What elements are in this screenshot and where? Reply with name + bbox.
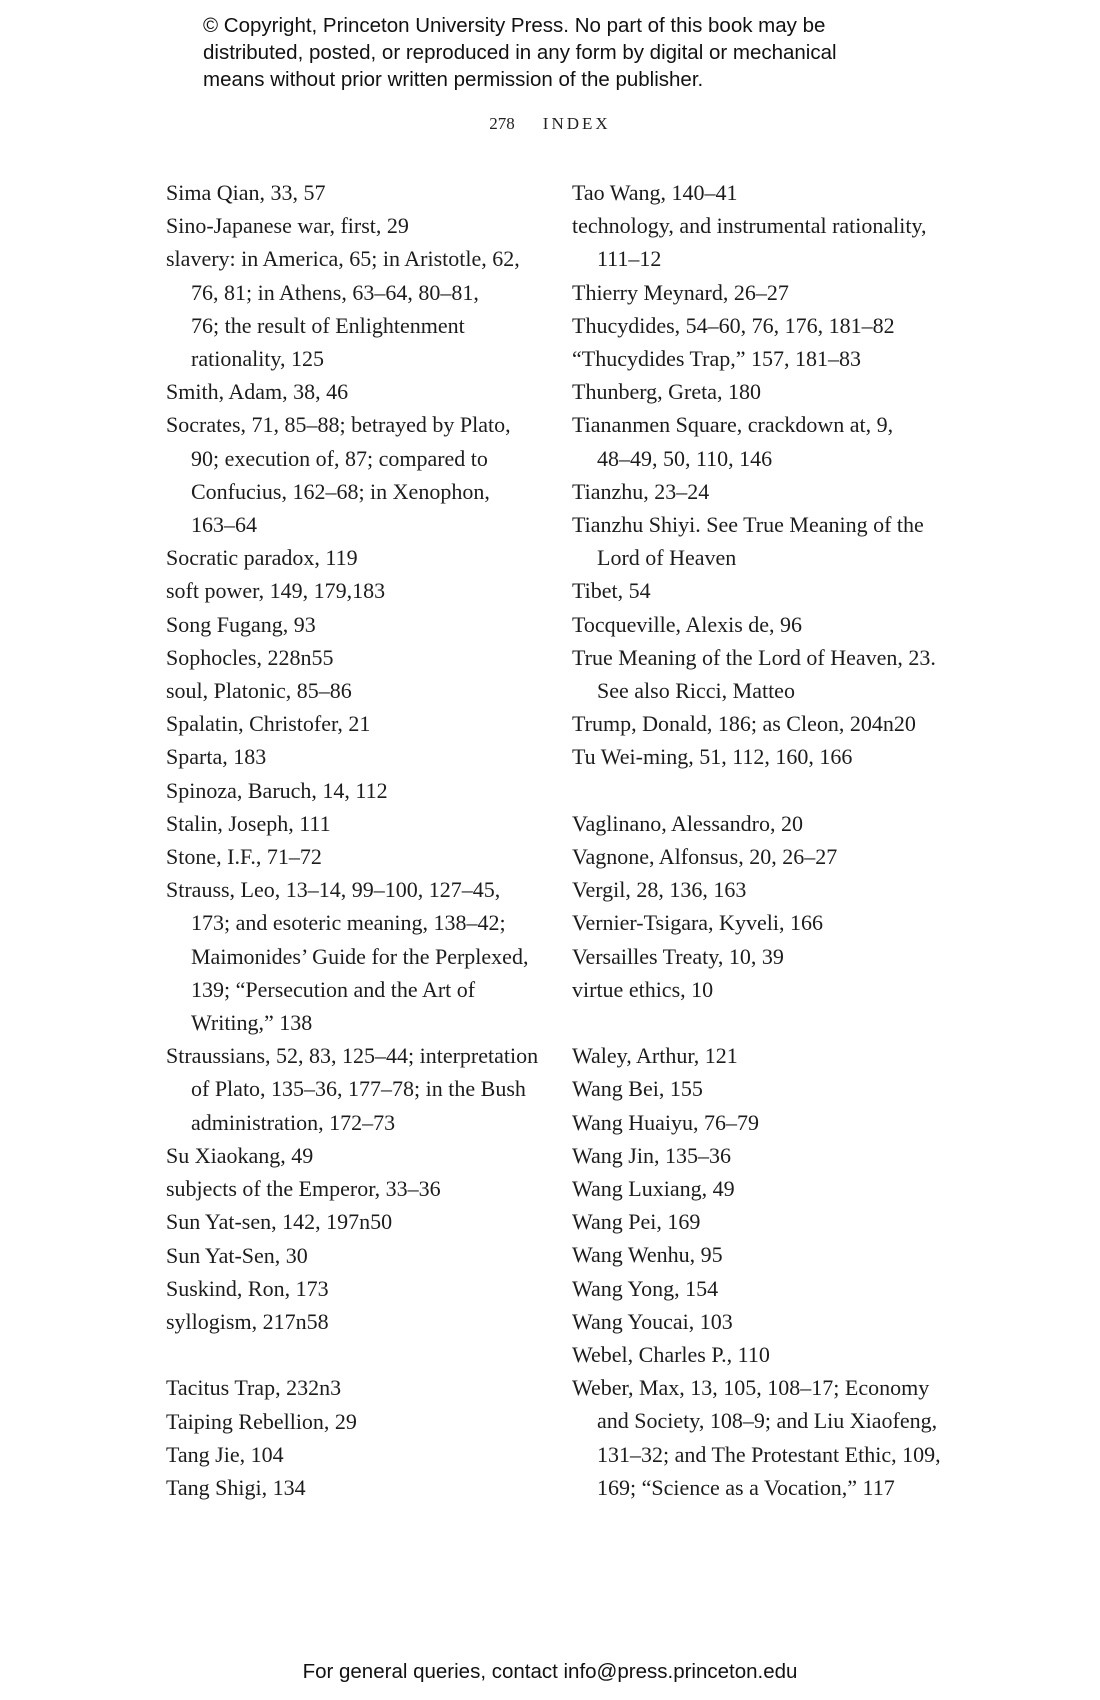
index-entry [572, 906, 952, 939]
index-entry-line: syllogism, 217n58 [166, 1308, 329, 1334]
index-entry [166, 1239, 546, 1272]
index-entry-line: Wang Wenhu, 95 [572, 1242, 723, 1268]
index-entry [572, 276, 952, 309]
index-entry-line: Smith, Adam, 38, 46 [166, 379, 349, 405]
index-entry-line: Sophocles, 228n55 [166, 644, 334, 670]
index-entry-line: Sima Qian, 33, 57 [166, 180, 326, 205]
index-entry-line: Vaglinano, Alessandro, 20 [572, 810, 803, 836]
index-entry-line: and Society, 108–9; and Liu Xiaofeng, [597, 1408, 938, 1434]
letter-group-gap [572, 774, 952, 807]
index-entry [166, 242, 546, 375]
index-entry [166, 740, 546, 773]
index-entry-line: soft power, 149, 179,183 [166, 578, 386, 604]
index-entry-line: Socratic paradox, 119 [166, 545, 358, 571]
index-entry-line: technology, and instrumental rationality, [572, 213, 927, 239]
index-entry [572, 1039, 952, 1072]
index-entry-line: Wang Pei, 169 [572, 1209, 701, 1235]
index-entry-line: 76; the result of Enlightenment [191, 312, 465, 338]
index-entry-line: Wang Yong, 154 [572, 1275, 719, 1301]
index-entry-line: Maimonides’ Guide for the Perplexed, [191, 943, 529, 969]
index-entry-line: rationality, 125 [191, 346, 324, 372]
index-entry-line: 48–49, 50, 110, 146 [597, 445, 773, 471]
index-entry-line: Spalatin, Christofer, 21 [166, 711, 371, 737]
index-entry-line: Thunberg, Greta, 180 [572, 379, 761, 405]
index-entry [166, 375, 546, 408]
page-number: 278 [489, 114, 515, 133]
index-entry [572, 1072, 952, 1105]
index-entry-line: subjects of the Emperor, 33–36 [166, 1176, 441, 1202]
index-entry [572, 342, 952, 375]
index-entry-line: Sparta, 183 [166, 744, 267, 770]
index-entry-line: Thucydides, 54–60, 76, 176, 181–82 [572, 312, 895, 338]
index-entry-line: Vergil, 28, 136, 163 [572, 877, 747, 903]
index-entry [572, 1305, 952, 1338]
index-entry-line: Taiping Rebellion, 29 [166, 1408, 357, 1434]
index-entry [572, 176, 952, 209]
index-entry [572, 707, 952, 740]
index-entry [166, 1039, 546, 1139]
index-entry [166, 608, 546, 641]
index-entry [166, 408, 546, 541]
index-entry-line: Vernier-Tsigara, Kyveli, 166 [572, 910, 823, 936]
index-entry [572, 740, 952, 773]
index-entry [166, 807, 546, 840]
index-entry [166, 774, 546, 807]
copyright-line: distributed, posted, or reproduced in any form by digital or mechanical [203, 41, 837, 64]
index-entry-line: of Plato, 135–36, 177–78; in the Bush [191, 1076, 526, 1102]
index-entry-line: Tianzhu, 23–24 [572, 478, 710, 504]
index-entry [166, 1471, 546, 1504]
index-entry-line: administration, 172–73 [191, 1109, 396, 1135]
index-entry [572, 1139, 952, 1172]
index-entry-line: True Meaning of the Lord of Heaven, 23. [572, 644, 936, 670]
index-entry [572, 408, 952, 474]
index-entry [572, 840, 952, 873]
index-entry [166, 1139, 546, 1172]
index-entry [572, 1205, 952, 1238]
index-entry-line: 76, 81; in Athens, 63–64, 80–81, [191, 279, 479, 305]
index-entry-line: Confucius, 162–68; in Xenophon, [191, 478, 490, 504]
index-entry-line: Stalin, Joseph, 111 [166, 810, 331, 836]
running-title: INDEX [542, 114, 611, 133]
index-entry-line: Sun Yat-Sen, 30 [166, 1242, 308, 1268]
index-entry [166, 176, 546, 209]
index-entry-line: Tibet, 54 [572, 578, 651, 604]
index-entry-line: 163–64 [191, 512, 257, 538]
index-entry-line: 131–32; and The Protestant Ethic, 109, [597, 1441, 941, 1467]
index-entry [572, 375, 952, 408]
index-entry-line: 173; and esoteric meaning, 138–42; [191, 910, 506, 936]
index-entry-line: Tianzhu Shiyi. See True Meaning of the [572, 512, 924, 538]
index-entry [572, 1338, 952, 1371]
index-entry-line: Lord of Heaven [597, 545, 737, 571]
index-entry [572, 574, 952, 607]
index-entry-line: Writing,” 138 [191, 1010, 313, 1036]
index-entry [572, 1172, 952, 1205]
index-entry-line: Song Fugang, 93 [166, 611, 316, 637]
index-column-right [572, 176, 952, 1504]
index-entry-line: Wang Huaiyu, 76–79 [572, 1109, 760, 1135]
index-entry [166, 1371, 546, 1404]
index-entry-line: Thierry Meynard, 26–27 [572, 279, 789, 305]
index-entry-line: 169; “Science as a Vocation,” 117 [597, 1474, 895, 1500]
index-entry-line: Stone, I.F., 71–72 [166, 844, 322, 870]
index-entry-line: Versailles Treaty, 10, 39 [572, 943, 784, 969]
index-entry-line: Wang Luxiang, 49 [572, 1176, 735, 1202]
copyright-line: © Copyright, Princeton University Press. No part of this book may be [203, 14, 826, 37]
index-entry-line: “Thucydides Trap,” 157, 181–83 [572, 346, 862, 372]
index-entry-line: Trump, Donald, 186; as Cleon, 204n20 [572, 711, 916, 737]
index-entry [572, 1371, 952, 1504]
index-entry [572, 940, 952, 973]
index-column-left [166, 176, 546, 1504]
index-entry [572, 508, 952, 574]
index-entry [166, 574, 546, 607]
index-entry [166, 541, 546, 574]
index-entry-line: Tang Jie, 104 [166, 1441, 284, 1467]
index-entry-line: Tang Shigi, 134 [166, 1474, 306, 1500]
index-entry-line: Tocqueville, Alexis de, 96 [572, 611, 803, 637]
index-entry [166, 1272, 546, 1305]
index-entry [166, 1438, 546, 1471]
index-entry [166, 1205, 546, 1238]
index-entry-line: Strauss, Leo, 13–14, 99–100, 127–45, [166, 877, 501, 903]
index-entry-line: Wang Jin, 135–36 [572, 1142, 731, 1168]
index-entry [166, 840, 546, 873]
index-entry [572, 1238, 952, 1271]
index-entry-line: Wang Bei, 155 [572, 1076, 703, 1102]
index-entry-line: Sino-Japanese war, first, 29 [166, 213, 409, 239]
index-entry [572, 1272, 952, 1305]
index-entry [166, 707, 546, 740]
index-entry-line: Su Xiaokang, 49 [166, 1142, 314, 1168]
index-entry [166, 209, 546, 242]
index-entry [166, 1405, 546, 1438]
index-entry [166, 641, 546, 674]
index-entry [572, 973, 952, 1006]
index-entry [166, 1172, 546, 1205]
index-entry [572, 608, 952, 641]
index-entry-line: Webel, Charles P., 110 [572, 1342, 770, 1368]
index-entry [572, 641, 952, 707]
index-entry-line: Tu Wei-ming, 51, 112, 160, 166 [572, 744, 853, 770]
index-entry-line: 139; “Persecution and the Art of [191, 976, 476, 1002]
index-entry-line: Suskind, Ron, 173 [166, 1275, 329, 1301]
copyright-notice [203, 12, 923, 93]
index-entry [572, 1106, 952, 1139]
index-entry-line: Tacitus Trap, 232n3 [166, 1375, 342, 1401]
index-entry [572, 873, 952, 906]
index-entry-line: Sun Yat-sen, 142, 197n50 [166, 1209, 393, 1235]
footer-contact: For general queries, contact info@press.princeton.edu [302, 1660, 798, 1683]
letter-group-gap [166, 1338, 546, 1371]
index-entry-line: virtue ethics, 10 [572, 976, 714, 1002]
index-entry-line: 90; execution of, 87; compared to [191, 445, 488, 471]
index-entry-line: soul, Platonic, 85–86 [166, 678, 352, 704]
index-entry-line: slavery: in America, 65; in Aristotle, 62, [166, 246, 520, 272]
index-entry-line: Spinoza, Baruch, 14, 112 [166, 777, 388, 803]
index-entry [572, 209, 952, 275]
index-entry [572, 807, 952, 840]
index-entry [166, 1305, 546, 1338]
index-entry-line: Tiananmen Square, crackdown at, 9, [572, 412, 894, 438]
index-entry-line: Tao Wang, 140–41 [572, 180, 738, 205]
index-entry-line: Waley, Arthur, 121 [572, 1043, 738, 1069]
running-head [0, 114, 1100, 134]
index-entry-line: See also Ricci, Matteo [597, 678, 795, 704]
index-entry-line: Vagnone, Alfonsus, 20, 26–27 [572, 844, 838, 870]
index-entry-line: Straussians, 52, 83, 125–44; interpretation [166, 1043, 539, 1069]
index-entry-line: Wang Youcai, 103 [572, 1308, 733, 1334]
letter-group-gap [572, 1006, 952, 1039]
index-entry [572, 309, 952, 342]
index-entry-line: Weber, Max, 13, 105, 108–17; Economy [572, 1375, 930, 1401]
index-entry-line: Socrates, 71, 85–88; betrayed by Plato, [166, 412, 511, 438]
index-entry [166, 674, 546, 707]
index-entry [572, 475, 952, 508]
index-entry [166, 873, 546, 1039]
index-entry-line: 111–12 [597, 246, 662, 272]
copyright-line: means without prior written permission of the publisher. [203, 68, 704, 91]
